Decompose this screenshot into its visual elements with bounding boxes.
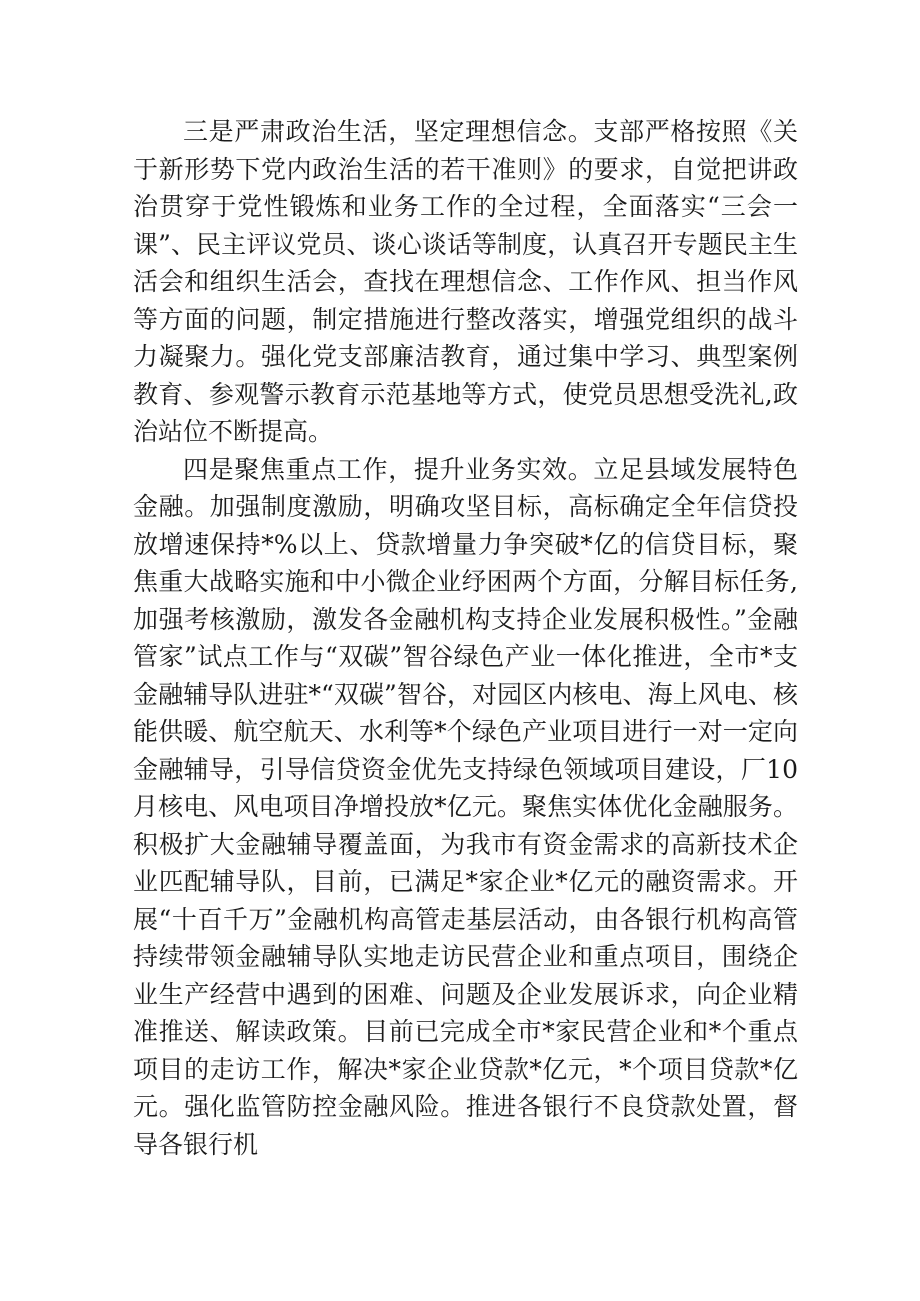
document-body — [133, 113, 798, 1163]
paragraph-key-work: 四是聚焦重点工作，提升业务实效。立足县域发展特色金融。加强制度激励，明确攻坚目标，高标确定全年信贷投放增速保持*%以上、贷款增量力争突破*亿的信贷目标，聚焦重大战略实施和中小微企业纾困两个方面，分解目标任务,加强考核激励，激发各金融机构支持企业发展积极性。”金融管家”试点工作与“双碳”智谷绿色产业一体化推进，全市*支金融辅导队进驻*“双碳”智谷，对园区内核电、海上风电、核能供暖、航空航天、水利等*个绿色产业项目进行一对一定向金融辅导，引导信贷资金优先支持绿色领域项目建设，厂10月核电、风电项目净增投放*亿元。聚焦实体优化金融服务。积极扩大金融辅导覆盖面，为我市有资金需求的高新技术企业匹配辅导队，目前，已满足*家企业*亿元的融资需求。开展“十百千万”金融机构高管走基层活动，由各银行机构高管持续带领金融辅导队实地走访民营企业和重点项目，围绕企业生产经营中遇到的困难、问题及企业发展诉求，向企业精准推送、解读政策。目前已完成全市*家民营企业和*个重点项目的走访工作，解决*家企业贷款*亿元，*个项目贷款*亿元。强化监管防控金融风险。推进各银行不良贷款处置，督导各银行机 — [133, 454, 798, 1159]
paragraph-political-life: 三是严肃政治生活，坚定理想信念。支部严格按照《关于新形势下党内政治生活的若干准则》的要求，自觉把讲政治贯穿于党性锻炼和业务工作的全过程，全面落实“三会一课”、民主评议党员、谈心谈话等制度，认真召开专题民主生活会和组织生活会，查找在理想信念、工作作风、担当作风等方面的问题，制定措施进行整改落实，增强党组织的战斗力凝聚力。强化党支部廉洁教育，通过集中学习、典型案例教育、参观警示教育示范基地等方式，使党员思想受洗礼,政治站位不断提高。 — [133, 117, 798, 446]
